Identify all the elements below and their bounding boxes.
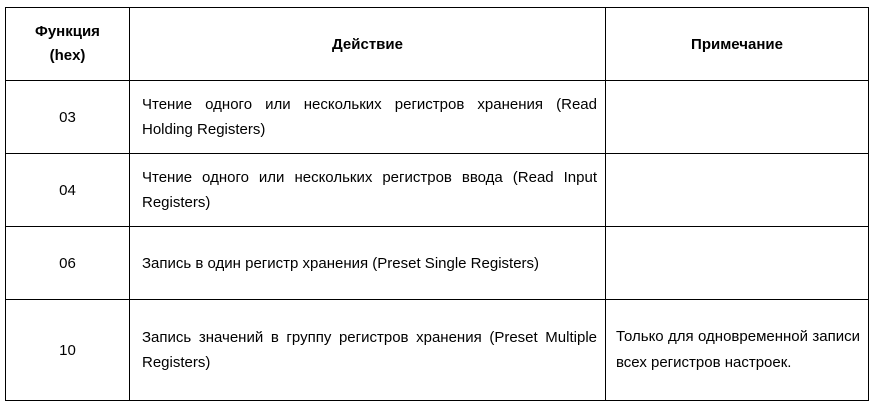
header-function-code-line2: (hex) xyxy=(49,47,86,64)
note-cell xyxy=(606,81,869,154)
note-cell: Только для одновременной записи всех регистров настроек. xyxy=(606,300,869,401)
table-header-row xyxy=(6,8,869,81)
action-cell: Чтение одного или нескольких регистров хранения (Read Holding Registers) xyxy=(130,81,606,154)
modbus-functions-table xyxy=(5,7,869,401)
table-row xyxy=(6,300,869,401)
note-cell xyxy=(606,154,869,227)
header-function-code xyxy=(6,8,130,81)
action-cell: Запись в один регистр хранения (Preset Single Registers) xyxy=(130,227,606,300)
function-code-cell: 04 xyxy=(6,154,130,227)
header-note: Примечание xyxy=(606,8,869,81)
table-row xyxy=(6,154,869,227)
table-row xyxy=(6,227,869,300)
table-row xyxy=(6,81,869,154)
function-code-cell: 03 xyxy=(6,81,130,154)
function-code-cell: 10 xyxy=(6,300,130,401)
note-cell xyxy=(606,227,869,300)
header-action: Действие xyxy=(130,8,606,81)
function-code-cell: 06 xyxy=(6,227,130,300)
action-cell: Запись значений в группу регистров хранения (Preset Multiple Registers) xyxy=(130,300,606,401)
header-function-code-line1: Функция xyxy=(35,23,100,40)
action-cell: Чтение одного или нескольких регистров ввода (Read Input Registers) xyxy=(130,154,606,227)
